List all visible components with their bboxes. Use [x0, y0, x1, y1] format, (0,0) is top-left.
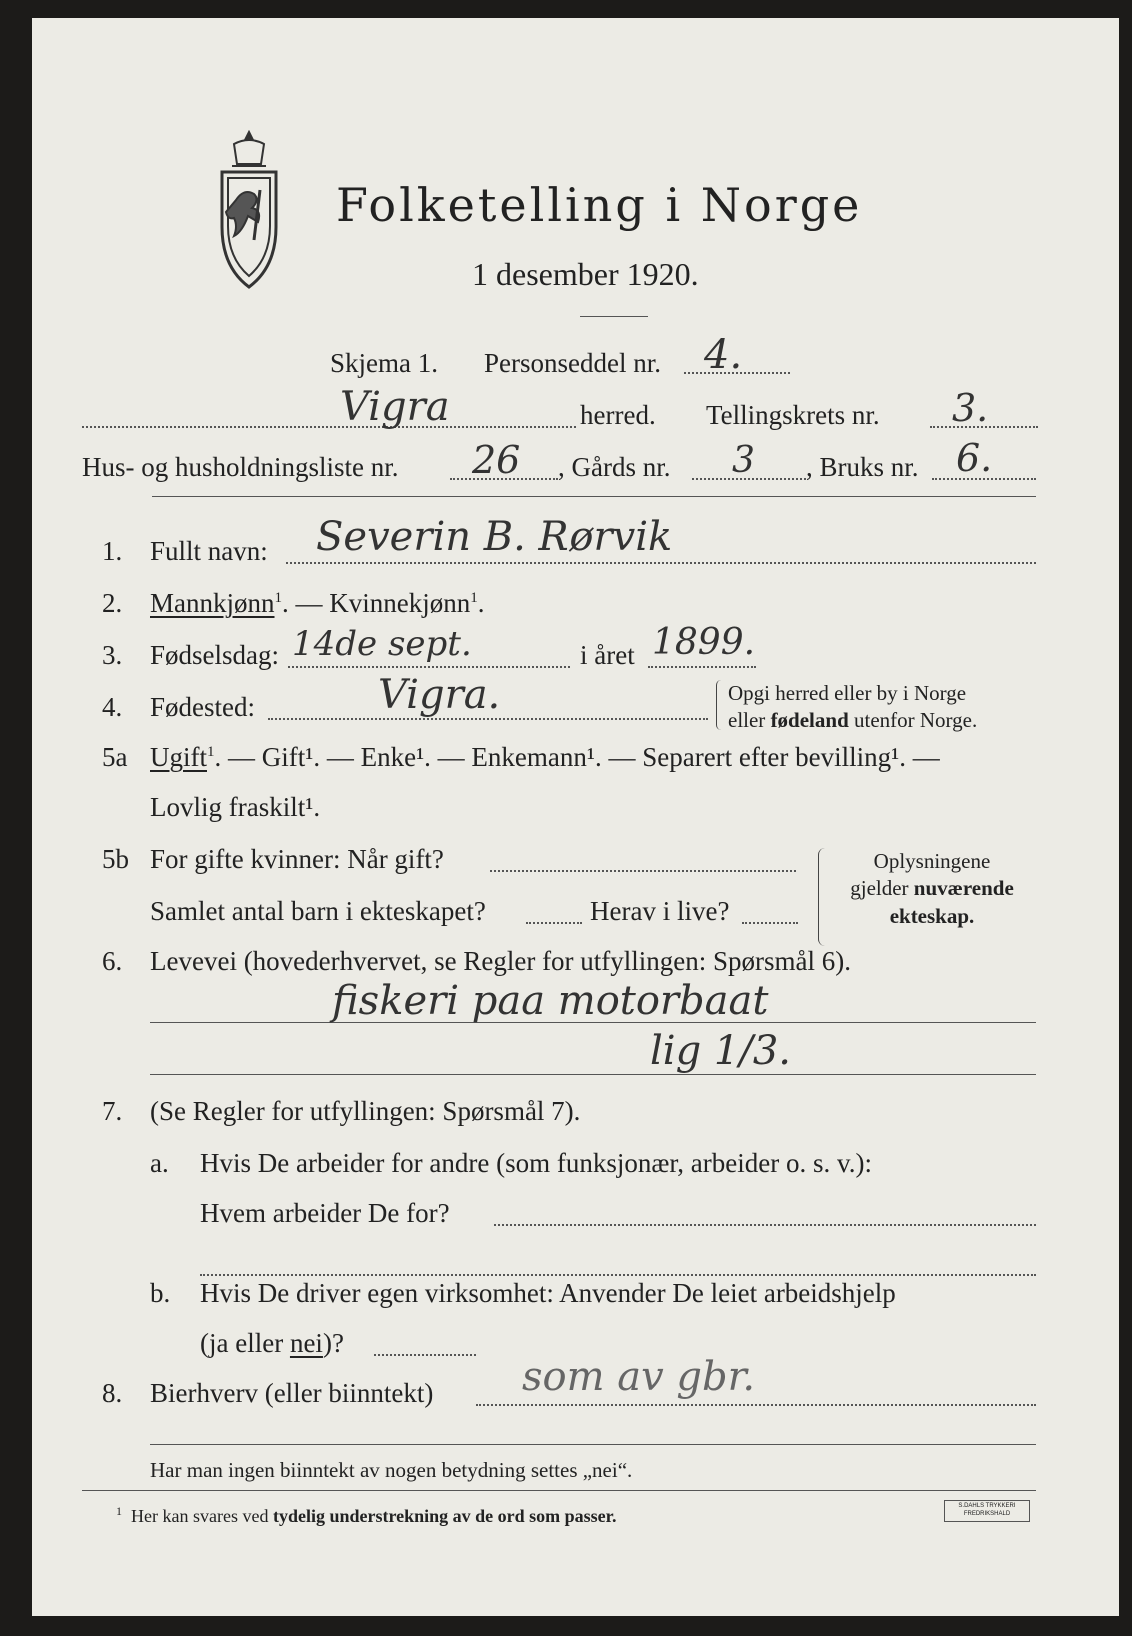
side-income-line-2 [150, 1444, 1036, 1445]
birthplace-note-line1: Opgi herred eller by i Norge [728, 681, 967, 705]
footnote-a: Her kan svares ved [131, 1506, 273, 1526]
nei-option[interactable]: nei [289, 1328, 323, 1358]
married-when-line [490, 870, 796, 872]
printer-stamp: S.DAHLS TRYKKERI FREDRIKSHALD [944, 1500, 1030, 1522]
marriage-note-line2 [832, 875, 1032, 902]
birthplace-note-c: utenfor Norge. [848, 708, 978, 733]
footnote [116, 1504, 617, 1527]
male-option[interactable]: Mannkjønn [150, 588, 275, 618]
footnote-b: tydelig understrekning av de ord som passer. [272, 1506, 617, 1526]
q3-number: 3. [102, 640, 123, 670]
q7b-text: Hvis De driver egen virksomhet: Anvender De leiet arbeidshjelp [200, 1278, 896, 1308]
birthplace-note-line2 [728, 707, 977, 734]
female-option[interactable]: Kvinnekjønn [329, 588, 471, 618]
occupation-line-2 [150, 1074, 1036, 1075]
gender-end: . [477, 588, 485, 618]
female-footnote-ref: 1 [470, 590, 478, 606]
children-count-label: Samlet antal barn i ekteskapet? [150, 896, 486, 926]
children-alive-line [742, 922, 798, 924]
side-income-line-1 [476, 1404, 1036, 1406]
q8-label: Bierhverv (eller biinntekt) [150, 1378, 434, 1408]
q4-number: 4. [102, 692, 123, 722]
footnote-mark: 1 [116, 1504, 122, 1518]
employer-label: Hvem arbeider De for? [200, 1198, 450, 1228]
census-form [32, 18, 1119, 1616]
marriage-note-b: nuværende [913, 876, 1014, 901]
herred-value[interactable]: Vigra [340, 384, 450, 430]
gards-label: , Gårds nr. [558, 452, 671, 482]
hired-help-label [200, 1330, 344, 1357]
male-footnote-ref: 1 [274, 590, 282, 606]
occupation-value-1[interactable]: fiskeri paa motorbaat [332, 978, 769, 1024]
children-alive-label: Herav i live? [590, 896, 730, 926]
q3-label: Fødselsdag: [150, 640, 280, 670]
full-name-value[interactable]: Severin B. Rørvik [316, 514, 673, 560]
husliste-label: Hus- og husholdningsliste nr. [82, 452, 399, 482]
q7a-number: a. [150, 1148, 169, 1178]
ugift-option[interactable]: Ugift [150, 742, 207, 772]
q5a-options [150, 744, 940, 771]
q2-gender [150, 590, 485, 617]
employer-line-2 [200, 1274, 1036, 1276]
marriage-note-a: gjelder [850, 876, 914, 901]
ugift-footnote-ref: 1 [207, 744, 215, 760]
personseddel-value[interactable]: 4. [704, 332, 743, 378]
q6-number: 6. [102, 946, 123, 976]
q7-label: (Se Regler for utfyllingen: Spørsmål 7). [150, 1096, 581, 1126]
occupation-value-2[interactable]: lig 1/3. [650, 1028, 791, 1074]
gards-value[interactable]: 3 [732, 440, 755, 481]
bruks-label: , Bruks nr. [806, 452, 919, 482]
children-count-line [526, 922, 582, 924]
q7a-text: Hvis De arbeider for andre (som funksjonær, arbeider o. s. v.): [200, 1148, 872, 1178]
title-divider [580, 316, 648, 317]
q2-number: 2. [102, 588, 123, 618]
birthplace-note-brace [716, 680, 721, 730]
nei-note: Har man ingen biinntekt av nogen betydning settes „nei“. [150, 1458, 633, 1482]
q1-label: Fullt navn: [150, 536, 268, 566]
q8-number: 8. [102, 1378, 123, 1408]
marriage-note-line3 [832, 903, 1032, 930]
birthday-line [288, 666, 570, 668]
coat-of-arms-icon [204, 130, 294, 290]
q1-line [286, 562, 1036, 564]
tellingskrets-label: Tellingskrets nr. [706, 400, 880, 430]
tellingskrets-value[interactable]: 3. [952, 386, 989, 430]
fraskilt-option[interactable]: Lovlig fraskilt¹. [150, 792, 321, 822]
q1-number: 1. [102, 536, 123, 566]
birthplace-note-a: eller [728, 708, 771, 733]
herred-line [82, 426, 576, 428]
q7-number: 7. [102, 1096, 123, 1126]
footnote-divider [82, 1490, 1036, 1491]
skjema-label: Skjema 1. [330, 348, 438, 378]
marriage-note-line1: Oplysningene [873, 849, 991, 873]
q5b-number: 5b [102, 844, 129, 874]
marriage-note [832, 848, 1032, 930]
year-value[interactable]: 1899. [652, 622, 756, 663]
married-when-label: For gifte kvinner: Når gift? [150, 844, 444, 874]
personseddel-label: Personseddel nr. [484, 348, 661, 378]
birthplace-line [268, 718, 708, 720]
bruks-value[interactable]: 6. [956, 436, 993, 480]
marriage-note-brace [818, 848, 825, 946]
q6-label: Levevei (hovederhvervet, se Regler for utfyllingen: Spørsmål 6). [150, 946, 852, 976]
herred-label: herred. [580, 400, 656, 430]
hired-help-line [374, 1354, 476, 1356]
side-income-value[interactable]: som av gbr. [522, 1354, 756, 1400]
birthplace-value[interactable]: Vigra. [378, 672, 501, 718]
birthplace-note-b: fødeland [770, 708, 849, 733]
hired-help-a: (ja eller [200, 1328, 290, 1358]
hired-help-c: )? [322, 1328, 344, 1358]
q5a-number: 5a [102, 742, 128, 772]
marital-options-rest[interactable]: . — Gift¹. — Enke¹. — Enkemann¹. — Separert efter bevilling¹. — [214, 742, 940, 772]
marriage-note-c: ekteskap. [889, 903, 975, 928]
year-line [648, 666, 756, 668]
census-date: 1 desember 1920. [472, 256, 699, 292]
employer-line-1 [494, 1224, 1036, 1226]
gender-separator: . — [282, 588, 330, 618]
q7b-number: b. [150, 1278, 171, 1308]
form-title: Folketelling i Norge [336, 178, 863, 232]
year-label: i året [580, 640, 635, 670]
birthday-value[interactable]: 14de sept. [292, 624, 472, 664]
husliste-value[interactable]: 26 [472, 438, 521, 482]
birthplace-note [728, 680, 977, 735]
section-divider [152, 496, 1036, 497]
q4-label: Fødested: [150, 692, 255, 722]
